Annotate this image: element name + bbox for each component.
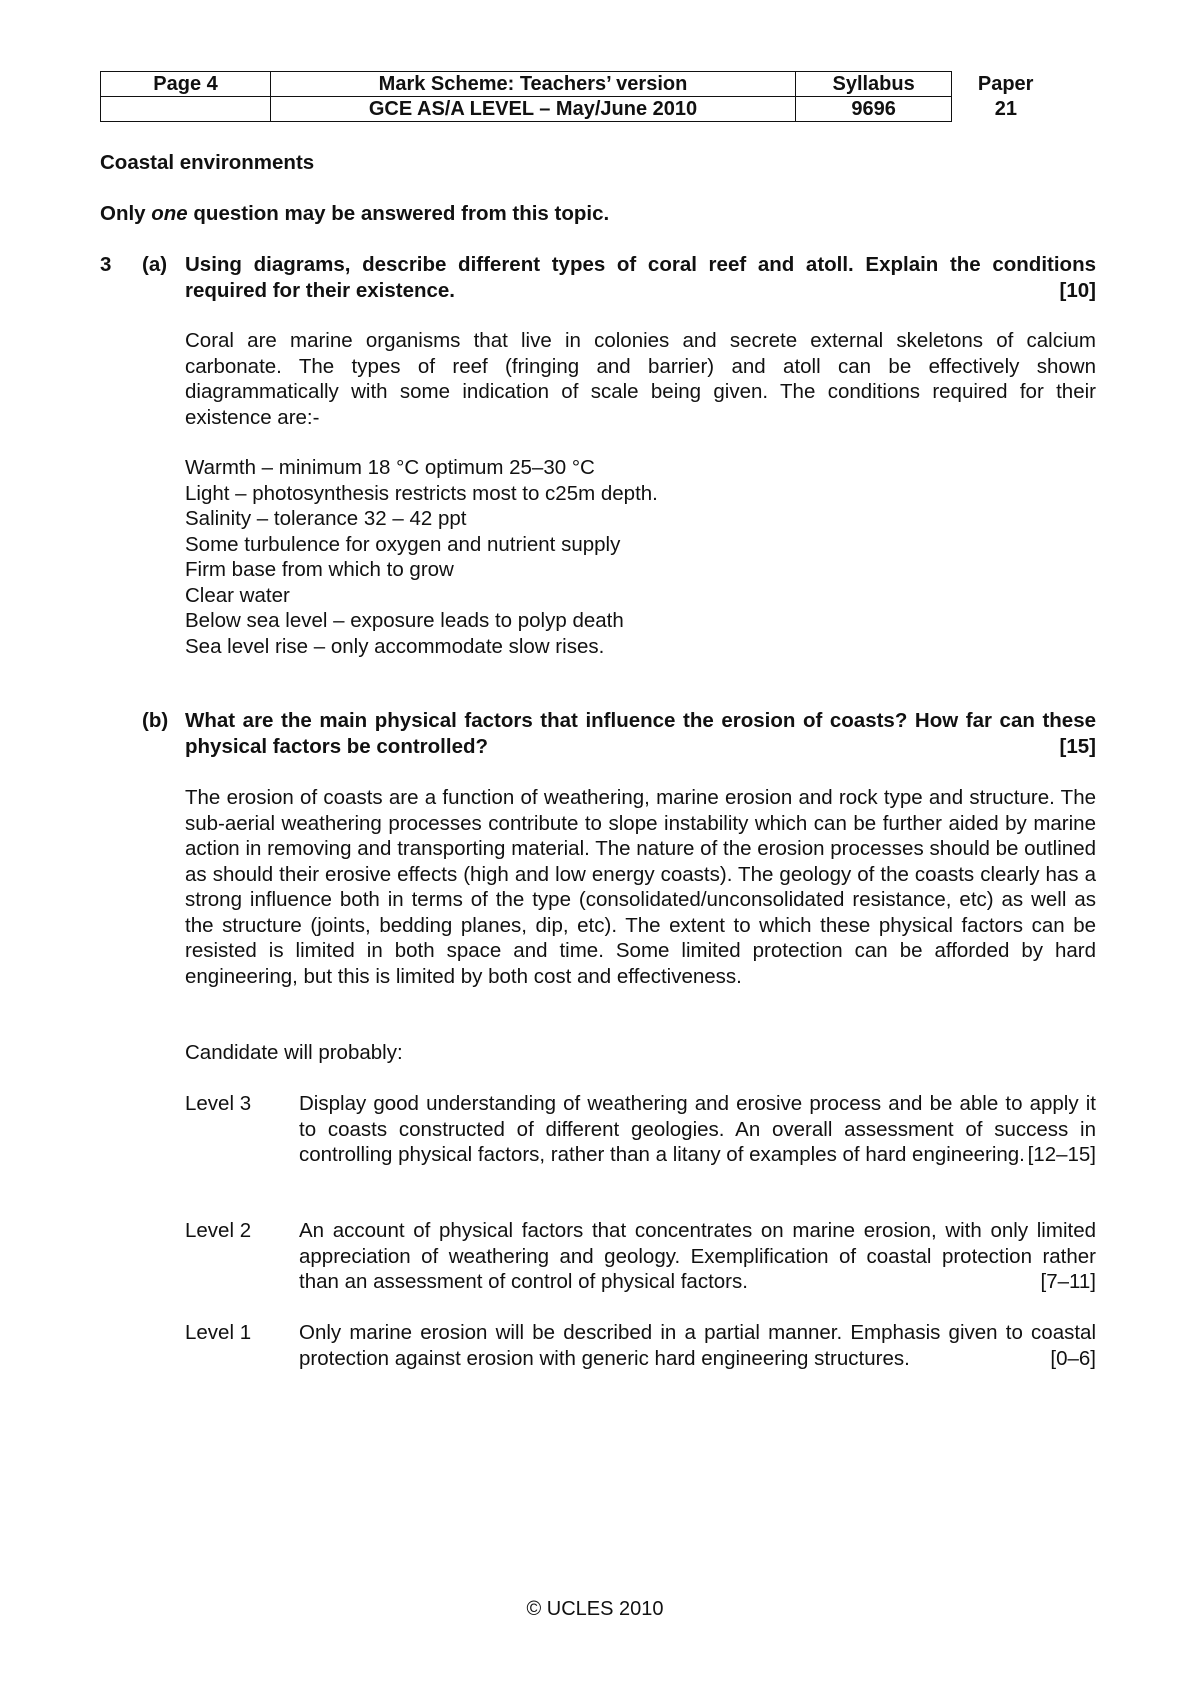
list-item: Sea level rise – only accommodate slow rises. [185, 634, 605, 658]
level-name: Level 2 [185, 1219, 252, 1242]
level-name: Level 3 [185, 1092, 252, 1115]
instruction-emphasis: one [151, 202, 188, 225]
level-marks: [12–15] [1027, 1143, 1096, 1166]
question-part-label: (b) [142, 709, 169, 732]
paper-label: Paper [977, 72, 1034, 95]
question-3a-text [185, 252, 1096, 303]
question-part-label: (a) [142, 253, 168, 276]
list-item: Warmth – minimum 18 °C optimum 25–30 °C [185, 456, 595, 479]
question-3a [100, 252, 1096, 304]
level-2-descriptor [185, 1218, 1096, 1295]
list-item: Salinity – tolerance 32 – 42 ppt [185, 507, 467, 530]
list-item: Firm base from which to grow [185, 558, 454, 581]
answer-3b: The erosion of coasts are a function of weathering, marine erosion and rock type and structure. The sub-aerial weathering processes contribute to slope instability which can be further aided by marine action in removing and transporting material. The nature of the erosion processes should be outlined as should their erosive effects (high and low energy coasts). The geology of the coasts clearly has a strong influence both in terms of the type (consolidated/unconsolidated resistance, etc) as well as the structure (joints, bedding planes, dip, etc). The extent to which these physical factors can be resisted is limited in both space and time. Some limited protection can be afforded by hard engineering, but this is limited by both cost and effectiveness. [185, 786, 1096, 988]
conditions-list [185, 455, 1096, 659]
copyright-footer: © UCLES 2010 [526, 1598, 664, 1620]
level-description [299, 1320, 1096, 1371]
list-item: Clear water [185, 583, 290, 607]
topic-instruction [100, 201, 609, 227]
question-number: 3 [100, 253, 112, 276]
exam-title: GCE AS/A LEVEL – May/June 2010 [271, 97, 796, 122]
list-item: Light – photosynthesis restricts most to c25m depth. [185, 481, 658, 505]
level-text: An account of physical factors that concentrates on marine erosion, with only limited appreciation of weathering and geology. Exemplification of coastal protection rather than an assessment of control of physical factors. [299, 1219, 1096, 1293]
list-item: Below sea level – exposure leads to polyp death [185, 609, 624, 632]
level-marks: [7–11] [1040, 1270, 1096, 1293]
question-3b [100, 708, 1096, 760]
level-marks: [0–6] [1050, 1346, 1096, 1370]
instruction-start: Only [100, 202, 152, 225]
page-number: Page 4 [101, 72, 271, 97]
question-text: Using diagrams, describe different types of coral reef and atoll. Explain the conditions required for their existence. [185, 253, 1096, 302]
answer-3a: Coral are marine organisms that live in colonies and secrete external skeletons of calcium carbonate. The types of reef (fringing and barrier) and atoll can be effectively shown diagrammatically with some indication of scale being given. The conditions required for their existence are:- [185, 329, 1096, 429]
document-title: Mark Scheme: Teachers’ version [271, 72, 796, 97]
question-marks: [10] [1059, 278, 1096, 302]
topic-title: Coastal environments [100, 151, 315, 174]
level-1-descriptor [185, 1320, 1096, 1372]
candidate-intro: Candidate will probably: [185, 1041, 403, 1064]
syllabus-label: Syllabus [795, 72, 951, 97]
paper-number: 21 [994, 97, 1018, 120]
level-3-descriptor [185, 1091, 1096, 1193]
header-table [100, 71, 1060, 122]
level-name: Level 1 [185, 1321, 252, 1344]
question-text: What are the main physical factors that influence the erosion of coasts? How far can these physical factors be controlled? [185, 709, 1096, 758]
level-description [299, 1091, 1096, 1168]
question-marks: [15] [1059, 734, 1096, 758]
syllabus-code: 9696 [795, 97, 951, 122]
header-row-2 [101, 97, 1060, 122]
list-item: Some turbulence for oxygen and nutrient supply [185, 532, 621, 556]
question-3b-text [185, 708, 1096, 759]
empty-cell [101, 97, 271, 122]
level-description [299, 1218, 1096, 1295]
level-text: Display good understanding of weathering and erosive process and be able to apply it to coasts constructed of different geologies. An overall assessment of success in controlling physical factors, rather than a litany of examples of hard engineering. [299, 1092, 1096, 1166]
header-row-1 [101, 72, 1060, 97]
instruction-end: question may be answered from this topic. [187, 202, 610, 225]
level-text: Only marine erosion will be described in a partial manner. Emphasis given to coastal protection against erosion with generic hard engineering structures. [299, 1321, 1096, 1370]
